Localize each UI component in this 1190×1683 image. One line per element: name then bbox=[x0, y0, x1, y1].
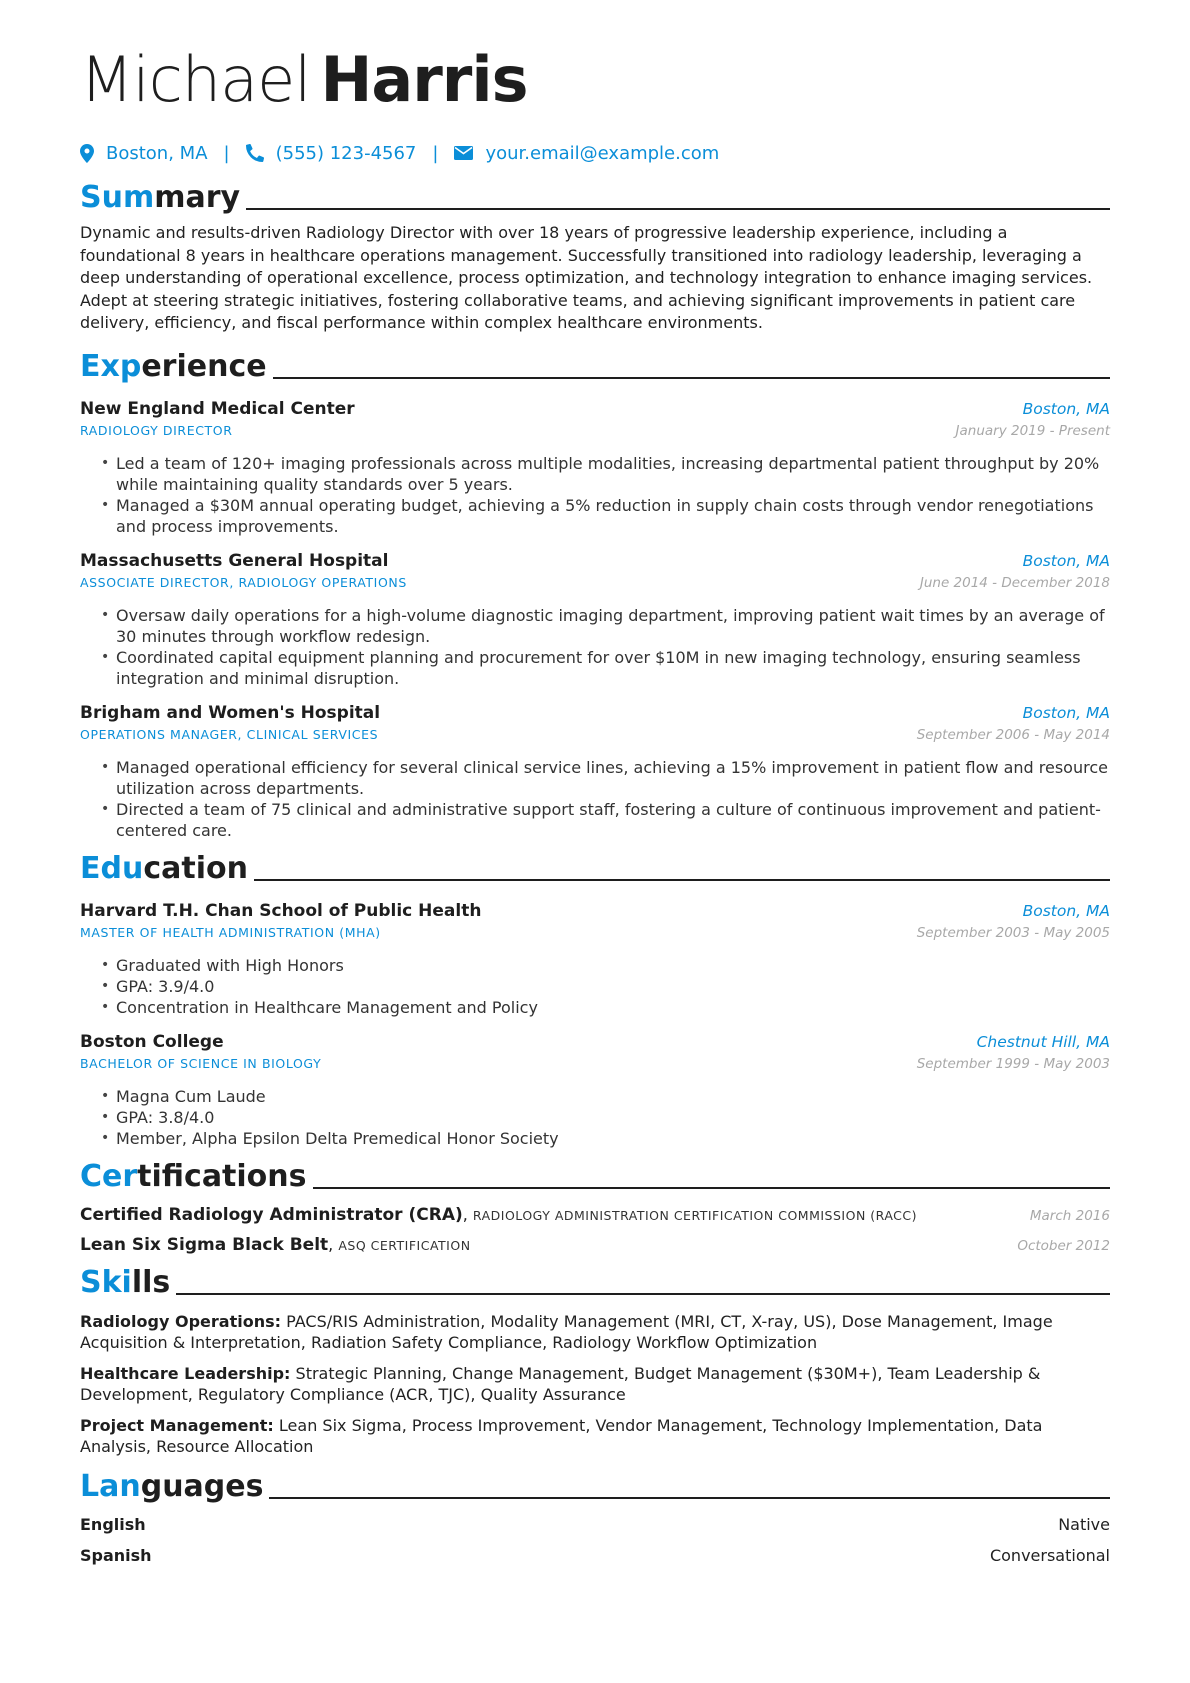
bullet-list bbox=[80, 757, 1110, 841]
certification-item: Lean Six Sigma Black Belt, ASQ CERTIFICATION October 2012 bbox=[80, 1234, 1110, 1255]
language-item bbox=[80, 1514, 1110, 1536]
degree-title: MASTER OF HEALTH ADMINISTRATION (MHA) bbox=[80, 924, 381, 940]
section-title: Summary bbox=[80, 180, 241, 215]
employer-name: Brigham and Women's Hospital bbox=[80, 702, 381, 723]
language-level: Native bbox=[1058, 1514, 1110, 1534]
experience-entry bbox=[80, 397, 1110, 537]
bullet-item: • Coordinated capital equipment planning and procurement for over $10M in new imaging technology, ensuring seamless integration and minimal disruption. bbox=[116, 647, 1110, 689]
skill-group bbox=[80, 1311, 1110, 1353]
experience-entry bbox=[80, 549, 1110, 689]
entry-date: September 2003 - May 2005 bbox=[916, 924, 1110, 941]
skill-category: Radiology Operations: bbox=[80, 1311, 282, 1331]
employer-name: Massachusetts General Hospital bbox=[80, 550, 389, 571]
bullet-item: • Member, Alpha Epsilon Delta Premedical Honor Society bbox=[116, 1128, 1110, 1149]
last-name: Harris bbox=[320, 43, 528, 116]
certification-item: Certified Radiology Administrator (CRA), RADIOLOGY ADMINISTRATION CERTIFICATION COMMISSION (RACC) March 2016 bbox=[80, 1204, 1110, 1225]
entry-location: Boston, MA bbox=[1022, 551, 1110, 570]
candidate-name bbox=[80, 42, 1110, 118]
contact-bar bbox=[80, 140, 1110, 166]
bullet-item: • Graduated with High Honors bbox=[116, 955, 1110, 976]
language-name: Spanish bbox=[80, 1545, 152, 1565]
contact-location bbox=[80, 143, 208, 164]
phone-icon bbox=[246, 144, 264, 162]
employer-name: New England Medical Center bbox=[80, 398, 355, 419]
section-rule bbox=[273, 377, 1110, 379]
bullet-item: • Led a team of 120+ imaging professionals across multiple modalities, increasing departmental patient throughput by 20% while maintaining quality standards over 5 years. bbox=[116, 453, 1110, 495]
language-level: Conversational bbox=[989, 1545, 1110, 1565]
skill-category: Project Management: bbox=[80, 1415, 274, 1435]
phone-text: (555) 123-4567 bbox=[275, 142, 417, 164]
skill-list: Strategic Planning, Change Management, Budget Management ($30M+), Team Leadership & Development, Regulatory Compliance (ACR, TJC), Quality Assurance bbox=[80, 1363, 1041, 1404]
skill-group bbox=[80, 1415, 1110, 1457]
entry-location: Boston, MA bbox=[1022, 703, 1110, 722]
section-title: Education bbox=[80, 850, 248, 886]
education-entry bbox=[80, 1030, 1110, 1149]
degree-title: BACHELOR OF SCIENCE IN BIOLOGY bbox=[80, 1055, 322, 1071]
section-title: Experience bbox=[80, 348, 267, 384]
bullet-list bbox=[80, 1086, 1110, 1149]
entry-date: June 2014 - December 2018 bbox=[919, 574, 1110, 591]
section-languages-header bbox=[80, 1465, 1110, 1505]
map-pin-icon bbox=[80, 144, 94, 163]
entry-date: September 2006 - May 2014 bbox=[916, 726, 1110, 743]
contact-separator: | bbox=[223, 142, 230, 164]
entry-location: Boston, MA bbox=[1022, 901, 1110, 920]
location-text: Boston, MA bbox=[106, 142, 208, 164]
skill-list: PACS/RIS Administration, Modality Management (MRI, CT, X-ray, US), Dose Management, Image Acquisition & Interpretation, Radiation Safety Compliance, Radiology Workflow Optimization bbox=[80, 1311, 1053, 1352]
skill-list: Lean Six Sigma, Process Improvement, Vendor Management, Technology Implementation, Data Analysis, Resource Allocation bbox=[80, 1415, 1043, 1456]
entry-date: September 1999 - May 2003 bbox=[916, 1055, 1110, 1072]
bullet-item: • GPA: 3.8/4.0 bbox=[116, 1107, 1110, 1128]
skill-group bbox=[80, 1363, 1110, 1405]
section-education-header bbox=[80, 847, 1110, 887]
language-name: English bbox=[80, 1514, 146, 1534]
contact-email[interactable] bbox=[454, 143, 719, 164]
certification-issuer: RADIOLOGY ADMINISTRATION CERTIFICATION COMMISSION (RACC) bbox=[472, 1207, 917, 1223]
experience-entry bbox=[80, 701, 1110, 841]
bullet-list bbox=[80, 453, 1110, 537]
bullet-item: • Oversaw daily operations for a high-volume diagnostic imaging department, improving patient wait times by an average of 30 minutes through workflow redesign. bbox=[116, 605, 1110, 647]
job-title: OPERATIONS MANAGER, CLINICAL SERVICES bbox=[80, 726, 379, 742]
entry-location: Chestnut Hill, MA bbox=[976, 1032, 1110, 1051]
bullet-list bbox=[80, 605, 1110, 689]
section-certifications-header bbox=[80, 1155, 1110, 1195]
school-name: Boston College bbox=[80, 1031, 224, 1052]
section-skills-header bbox=[80, 1261, 1110, 1301]
contact-separator: | bbox=[432, 142, 439, 164]
certification-issuer: ASQ CERTIFICATION bbox=[338, 1237, 471, 1253]
section-experience-header bbox=[80, 345, 1110, 385]
bullet-item: • GPA: 3.9/4.0 bbox=[116, 976, 1110, 997]
certification-name: Certified Radiology Administrator (CRA) bbox=[80, 1204, 463, 1225]
education-entry bbox=[80, 899, 1110, 1018]
bullet-item: • Managed operational efficiency for several clinical service lines, achieving a 15% improvement in patient flow and resource utilization across departments. bbox=[116, 757, 1110, 799]
section-title: Languages bbox=[80, 1468, 264, 1504]
envelope-icon bbox=[454, 146, 473, 160]
bullet-list bbox=[80, 955, 1110, 1018]
language-item bbox=[80, 1545, 1110, 1567]
entry-date: January 2019 - Present bbox=[955, 422, 1110, 439]
job-title: ASSOCIATE DIRECTOR, RADIOLOGY OPERATIONS bbox=[80, 574, 407, 590]
section-rule bbox=[254, 879, 1110, 881]
bullet-item: • Concentration in Healthcare Management and Policy bbox=[116, 997, 1110, 1018]
certification-name: Lean Six Sigma Black Belt bbox=[80, 1234, 329, 1255]
section-rule bbox=[313, 1187, 1110, 1189]
school-name: Harvard T.H. Chan School of Public Health bbox=[80, 900, 482, 921]
section-title: Certifications bbox=[80, 1158, 307, 1194]
section-summary-header bbox=[80, 176, 1110, 216]
bullet-item: • Magna Cum Laude bbox=[116, 1086, 1110, 1107]
bullet-item: • Directed a team of 75 clinical and administrative support staff, fostering a culture of continuous improvement and patient-centered care. bbox=[116, 799, 1110, 841]
section-rule bbox=[246, 208, 1110, 210]
section-rule bbox=[269, 1497, 1110, 1499]
skill-category: Healthcare Leadership: bbox=[80, 1363, 291, 1383]
bullet-item: • Managed a $30M annual operating budget, achieving a 5% reduction in supply chain costs through vendor renegotiations and process improvements. bbox=[116, 495, 1110, 537]
certification-date: October 2012 bbox=[1017, 1237, 1110, 1254]
first-name: Michael bbox=[80, 43, 311, 116]
certification-date: March 2016 bbox=[1029, 1207, 1110, 1224]
summary-text: Dynamic and results-driven Radiology Director with over 18 years of progressive leadership experience, including a foundational 8 years in healthcare operations management. Successfully transitioned into radiology leadership, leveraging a deep understanding of operational excellence, process optimization, and technology integration to enhance imaging services. Adept at steering strategic initiatives, fostering collaborative teams, and achieving significant improvements in patient care delivery, efficiency, and fiscal performance within complex healthcare environments. bbox=[80, 223, 1093, 332]
contact-phone[interactable] bbox=[246, 143, 417, 164]
email-link[interactable]: your.email@example.com bbox=[485, 142, 720, 164]
entry-location: Boston, MA bbox=[1022, 399, 1110, 418]
section-rule bbox=[176, 1293, 1110, 1295]
job-title: RADIOLOGY DIRECTOR bbox=[80, 422, 233, 438]
section-title: Skills bbox=[80, 1264, 171, 1300]
